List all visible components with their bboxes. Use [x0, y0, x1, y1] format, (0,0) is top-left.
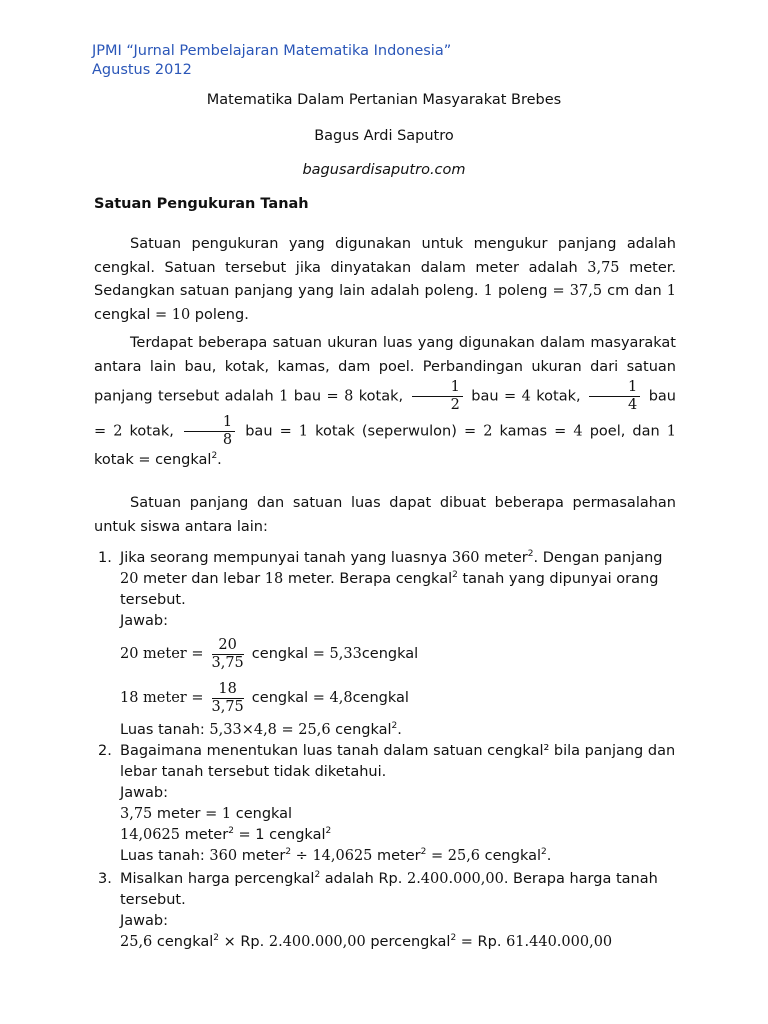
problem-item-2 — [94, 741, 684, 867]
paragraph-problems-intro: Satuan panjang dan satuan luas dapat dibuat beberapa permasalahan untuk siswa antara lain: — [94, 495, 676, 535]
author-website: bagusardisaputro.com — [302, 162, 466, 178]
answer-line: Luas tanah: 360 meter$^2$ ÷ 14,0625 meter$^2$ = 25,6 cengkal$^2$. — [120, 847, 552, 864]
fraction-one-eighth: $\frac{1}{8}$ — [184, 414, 235, 449]
problem-number: 3. — [98, 871, 112, 887]
paragraph-area-units: Terdapat beberapa satuan ukuran luas yang digunakan dalam masyarakat antara lain bau, kotak, kamas, dam poel. Perbandingan ukuran dari satuan panjang tersebut adalah 1 bau = 8 kotak, $\frac{1}{2}$ bau = 4 kotak, $\frac{1}{4}$ bau = 2 kotak, $\frac{1}{8}$ bau = 1 kotak (seperwulon) = 2 kamas = 4 poel, dan 1 kotak = cengkal$^2$. — [94, 335, 676, 468]
equation-row: 18 meter = $\frac{18}{3,75}$ cengkal = 4,8 cengkal — [120, 680, 409, 715]
journal-name: JPMI “Jurnal Pembelajaran Matematika Indonesia” — [92, 43, 452, 59]
answer-label: Jawab: — [120, 913, 168, 929]
document-author: Bagus Ardi Saputro — [314, 128, 454, 144]
problem-text: Jika seorang mempunyai tanah yang luasnya 360 meter$^2$. Dengan panjang 20 meter dan lebar 18 meter. Berapa cengkal$^2$ tanah yang dipunyai orang tersebut. — [120, 549, 663, 608]
answer-label: Jawab: — [120, 785, 168, 801]
problem-text: Misalkan harga percengkal$^2$ adalah Rp. 2.400.000,00. Berapa harga tanah tersebut. — [120, 870, 658, 908]
document-title: Matematika Dalam Pertanian Masyarakat Brebes — [206, 92, 562, 108]
answer-line: 25,6 cengkal$^2$ × Rp. 2.400.000,00 percengkal$^2$ = Rp. 61.440.000,00 — [120, 933, 613, 950]
answer-line: 3,75 meter = 1 cengkal — [120, 806, 293, 822]
problem-item-3 — [94, 869, 684, 953]
area-result: Luas tanah: 5,33×4,8 = 25,6 cengkal$^2$. — [120, 721, 402, 738]
journal-header — [92, 42, 451, 80]
answer-line: 14,0625 meter$^2$ = 1 cengkal$^2$ — [120, 826, 332, 843]
equation-row: 20 meter = $\frac{20}{3,75}$ cengkal = 5,33 cengkal — [120, 636, 419, 671]
problem-number: 2. — [98, 743, 112, 759]
section-heading: Satuan Pengukuran Tanah — [94, 196, 309, 212]
fraction-one-half: $\frac{1}{2}$ — [412, 379, 463, 414]
problem-number: 1. — [98, 550, 112, 566]
problem-list — [94, 548, 684, 953]
problem-text: Bagaimana menentukan luas tanah dalam satuan cengkal² bila panjang dan lebar tanah tersebut tidak diketahui. — [120, 743, 676, 780]
answer-label: Jawab: — [120, 613, 168, 629]
paragraph-length-units: Satuan pengukuran yang digunakan untuk mengukur panjang adalah cengkal. Satuan tersebut jika dinyatakan dalam meter adalah 3,75 meter. Sedangkan satuan panjang yang lain adalah poleng. 1 poleng = 37,5 cm dan 1 cengkal = 10 poleng. — [94, 236, 676, 323]
journal-date: Agustus 2012 — [92, 62, 192, 78]
fraction-one-quarter: $\frac{1}{4}$ — [589, 379, 640, 414]
problem-item-1 — [94, 548, 684, 741]
